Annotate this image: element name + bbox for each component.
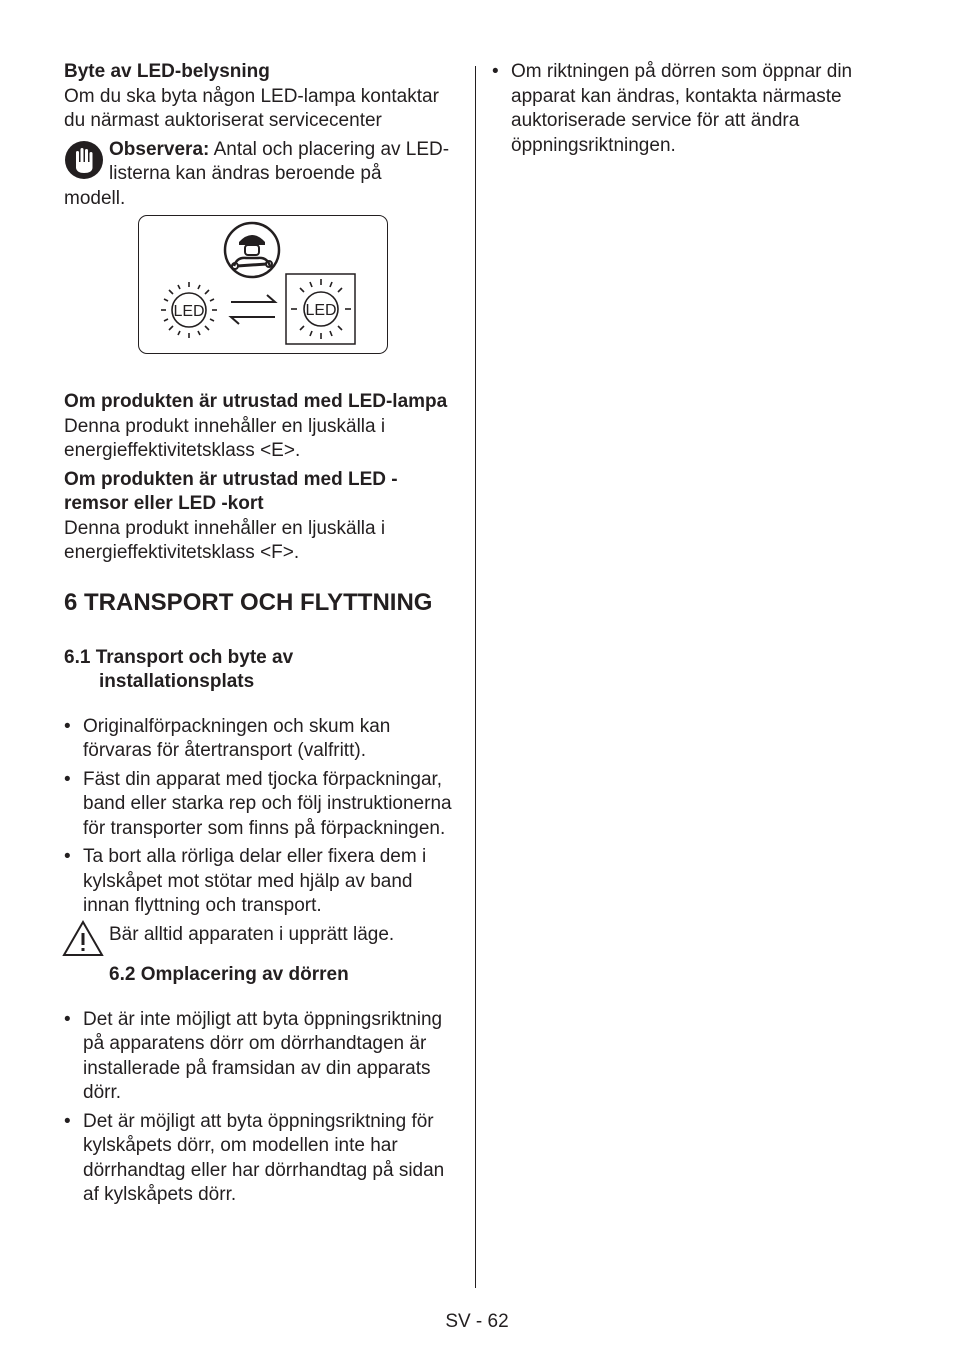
led-text: Om du ska byta någon LED-lampa kontaktar du närmast auktoriserat servicecenter	[64, 85, 439, 131]
swap-arrows-icon	[231, 295, 275, 324]
warning-text: Bär alltid apparaten i upprätt läge.	[109, 923, 395, 945]
led-replacement-figure	[138, 215, 388, 354]
note-continuation: modell.	[64, 187, 126, 209]
list-item: • Det är möjligt att byta öppningsriktning för kylskåpets dörr, om modellen inte har dörrhandtag eller har dörrhandtag på sidan af kylskåpets dörr.	[64, 1110, 459, 1208]
led-label-right: LED	[305, 302, 337, 319]
left-column	[64, 60, 459, 1212]
subsection-title-transport: 6.1 Transport och byte av installationsplats	[64, 646, 294, 692]
lamp-text: Denna produkt innehåller en ljuskälla i energieffektivitetsklass <E>.	[64, 415, 386, 461]
led-heading: Byte av LED-belysning	[64, 61, 270, 82]
lamp-heading: Om produkten är utrustad med LED-lampa	[64, 391, 448, 412]
list-item: • Originalförpackningen och skum kan förvaras för återtransport (valfritt).	[64, 715, 459, 764]
technician-icon	[225, 223, 279, 277]
led-label-left: LED	[173, 303, 205, 320]
strip-heading: Om produkten är utrustad med LED -remsor eller LED -kort	[64, 468, 398, 514]
page-number: SV - 62	[445, 1311, 509, 1332]
section-title: 6 TRANSPORT OCH FLYTTNING	[64, 588, 433, 616]
list-item: • Det är inte möjligt att byta öppningsriktning på apparatens dörr om dörrhandtagen är installerade på framsidan av din apparats dörr.	[64, 1008, 459, 1106]
figure-drawing	[139, 216, 387, 353]
note-block	[64, 138, 459, 212]
hand-stop-icon	[64, 140, 104, 180]
strip-text: Denna produkt innehåller en ljuskälla i energieffektivitetsklass <F>.	[64, 517, 386, 563]
list-item: • Ta bort alla rörliga delar eller fixera dem i kylskåpet mot stötar med hjälp av band innan flyttning och transport.	[64, 845, 459, 919]
note-text	[109, 138, 459, 187]
right-list	[492, 60, 892, 158]
door-list	[64, 1008, 459, 1208]
warning-block	[64, 923, 459, 988]
transport-list	[64, 715, 459, 919]
list-item: • Fäst din apparat med tjocka förpackningar, band eller starka rep och följ instruktionerna för transporter som finns på förpackningen.	[64, 768, 459, 842]
note-body: Antal och placering av LED-listerna kan ändras beroende på	[109, 138, 450, 184]
subsection-title-door: 6.2 Omplacering av dörren	[109, 964, 349, 985]
right-column	[492, 60, 892, 162]
note-label: Observera:	[109, 138, 210, 160]
column-divider	[475, 66, 476, 1288]
list-item: • Om riktningen på dörren som öppnar din apparat kan ändras, kontakta närmaste auktoriserade service för att ändra öppningsriktningen.	[492, 60, 892, 158]
warning-triangle-icon	[62, 919, 104, 957]
